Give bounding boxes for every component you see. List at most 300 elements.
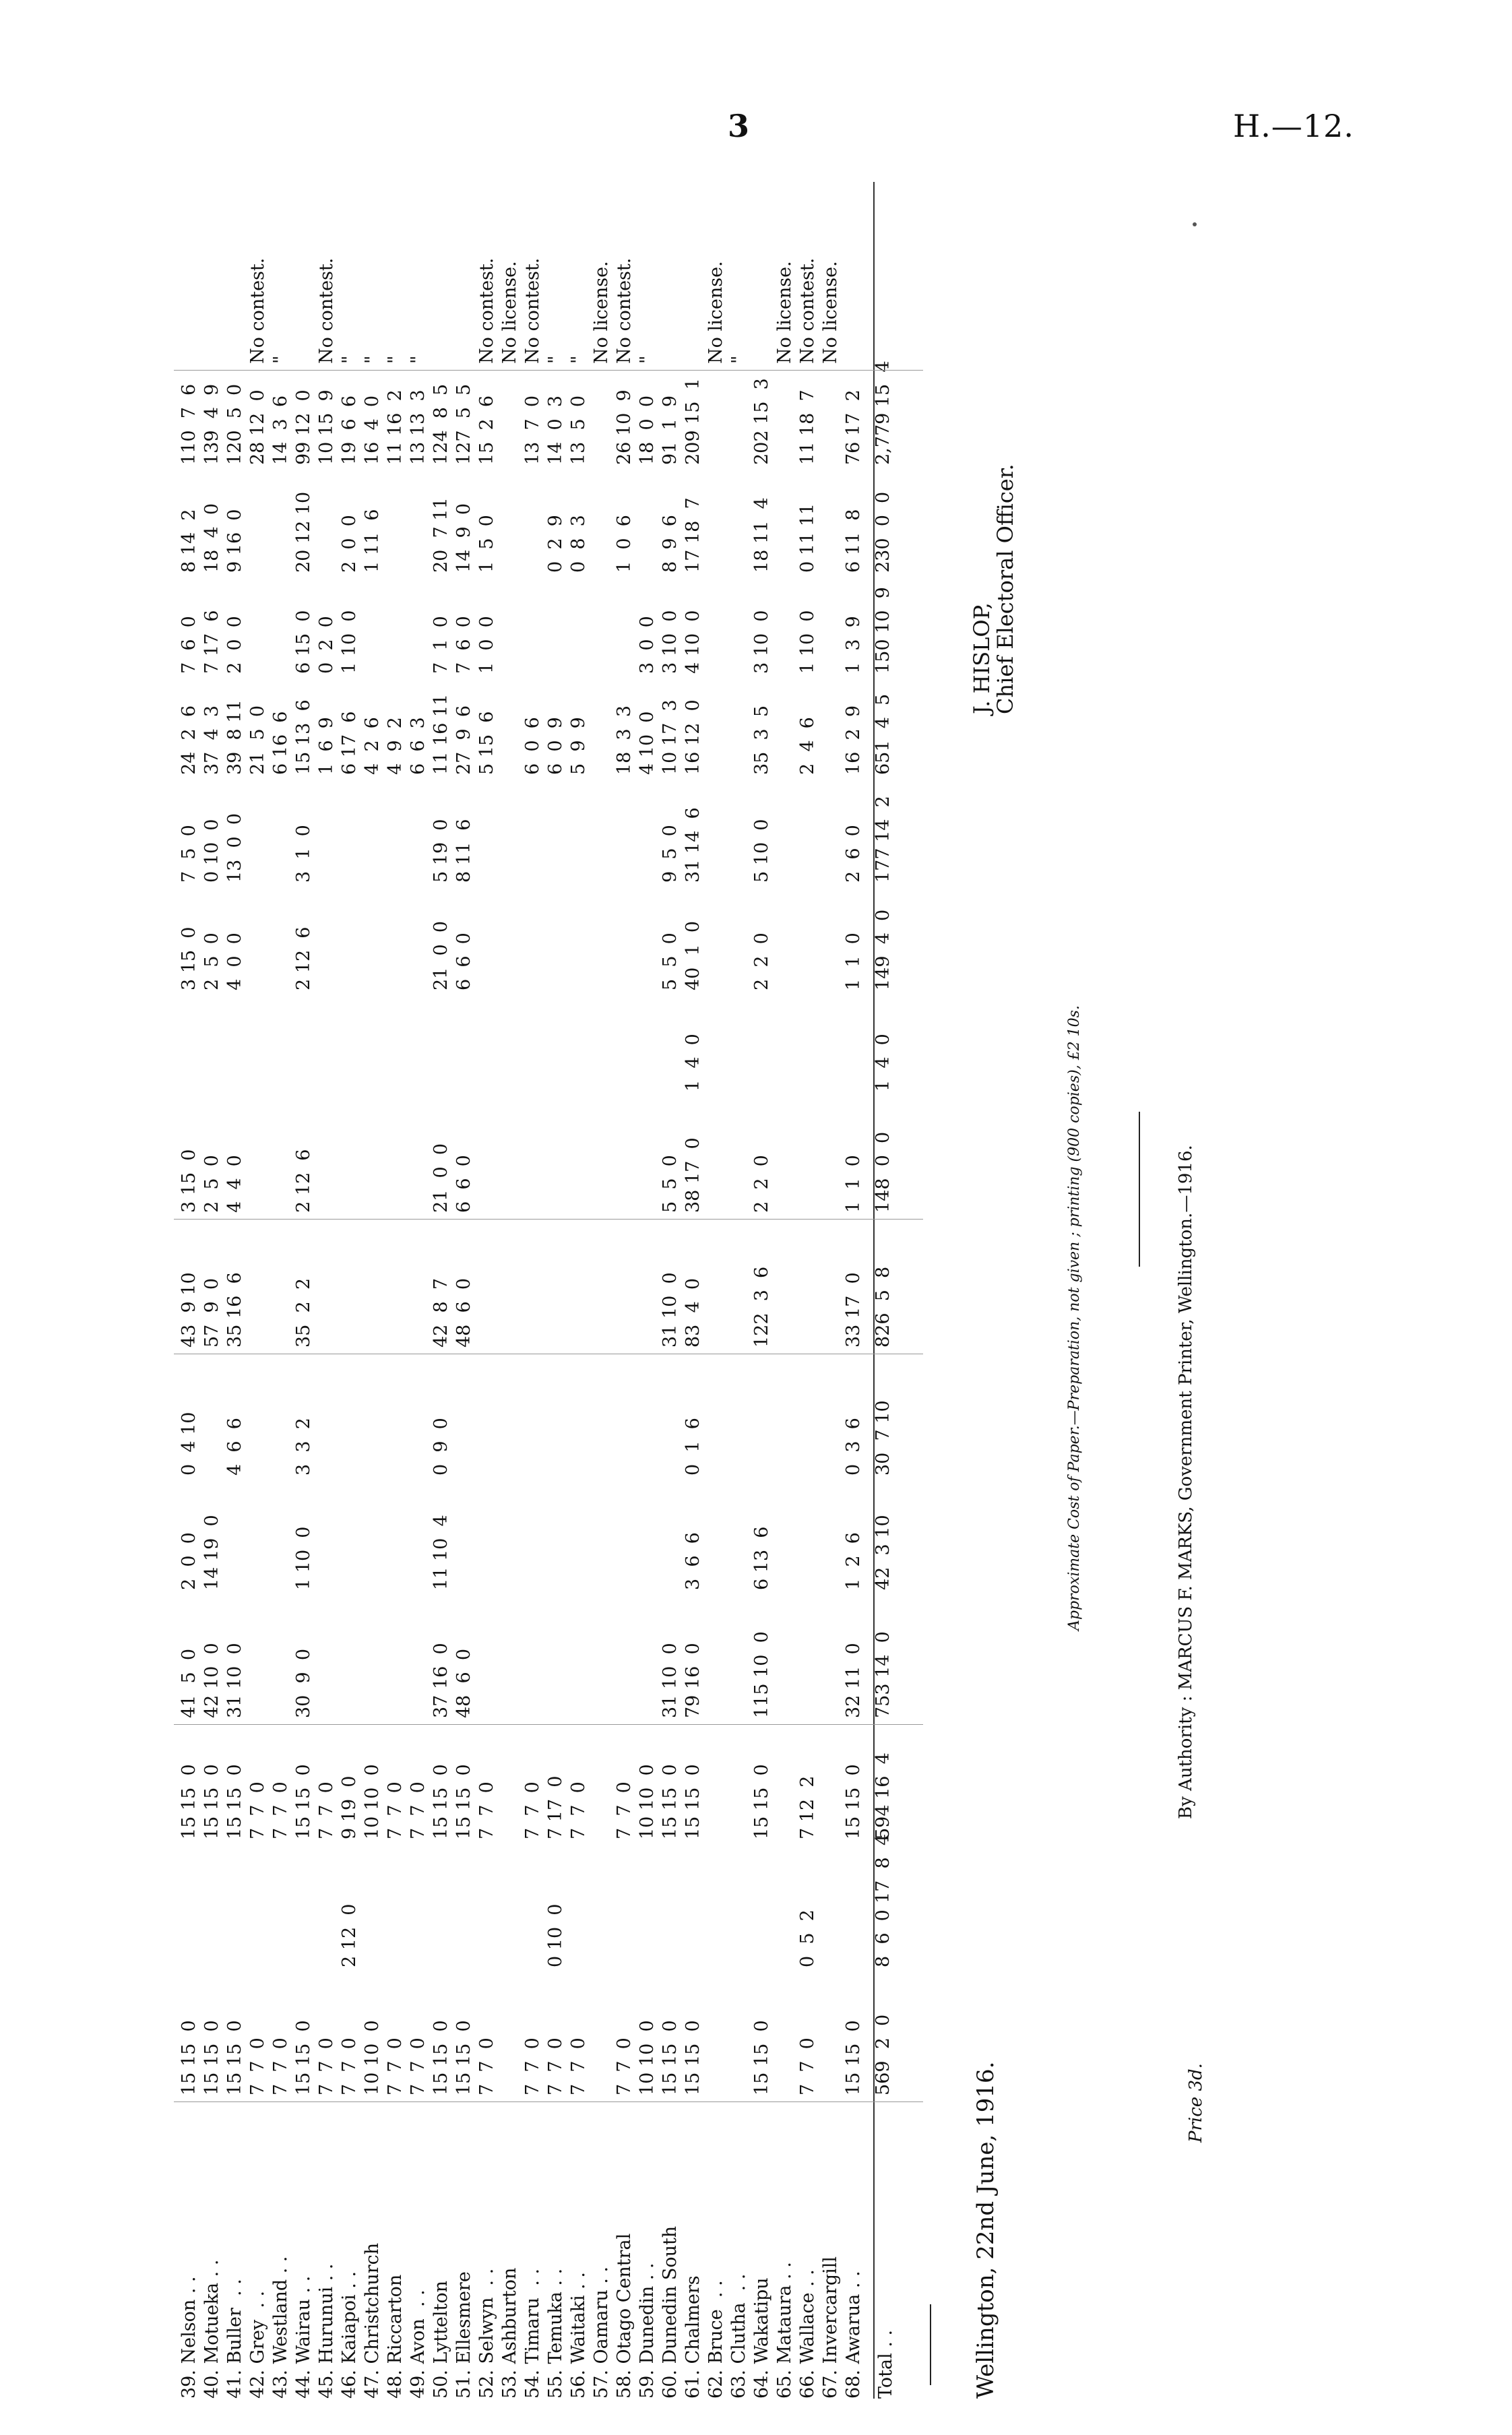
row-remark: No contest. bbox=[522, 257, 543, 364]
row-remark: No license. bbox=[820, 261, 841, 364]
table-cell: 7 7 0 bbox=[316, 1781, 337, 1839]
table-cell: 115 10 0 bbox=[751, 1631, 772, 1718]
table-cell: 1 1 0 bbox=[843, 1155, 864, 1213]
table-cell: 7 7 0 bbox=[270, 1781, 291, 1839]
total-cell-extra: 17 8 4 bbox=[873, 1833, 893, 1903]
table-cell: 3 10 0 bbox=[660, 610, 681, 674]
table-cell: 1 3 9 bbox=[843, 616, 864, 674]
row-remark: " bbox=[385, 355, 406, 364]
total-cell: 42 3 10 bbox=[873, 1515, 893, 1590]
table-cell: 15 15 0 bbox=[660, 1764, 681, 1839]
table-cell: 15 15 0 bbox=[293, 1764, 314, 1839]
table-cell: 15 15 0 bbox=[431, 2020, 451, 2095]
table-cell: 4 10 0 bbox=[683, 610, 703, 674]
table-cell: 6 6 3 bbox=[408, 717, 429, 775]
table-cell: 6 16 6 bbox=[270, 711, 291, 775]
total-label: Total . . bbox=[875, 2329, 896, 2399]
table-cell: 9 5 0 bbox=[660, 825, 681, 883]
table-cell: 1 10 0 bbox=[797, 610, 818, 674]
table-cell: 11 16 11 bbox=[431, 693, 451, 775]
table-row bbox=[593, 182, 610, 2399]
table-cell: 4 6 6 bbox=[224, 1418, 245, 1476]
printer-authority: By Authority : MARCUS F. MARKS, Government Printer, Wellington.—1916. bbox=[1176, 1145, 1196, 1819]
table-cell: 5 15 6 bbox=[476, 711, 497, 775]
table-cell: 2 5 0 bbox=[201, 932, 222, 990]
table-cell: 24 2 6 bbox=[179, 705, 199, 775]
table-cell: 83 4 0 bbox=[683, 1277, 703, 1348]
table-cell: 6 6 0 bbox=[453, 932, 474, 990]
table-cell: 3 15 0 bbox=[179, 926, 199, 990]
table-cell: 15 15 0 bbox=[683, 1764, 703, 1839]
table-cell: 110 7 6 bbox=[179, 383, 199, 465]
table-row bbox=[295, 182, 313, 2399]
table-cell: 11 18 7 bbox=[797, 389, 818, 465]
table-cell: 9 16 0 bbox=[224, 509, 245, 573]
table-cell: 20 12 10 bbox=[293, 491, 314, 573]
table-cell: 48 6 0 bbox=[453, 1648, 474, 1718]
table-cell: 0 9 0 bbox=[431, 1418, 451, 1476]
table-cell: 10 10 0 bbox=[637, 2020, 658, 2095]
row-name: 55. Temuka . . bbox=[545, 2268, 566, 2399]
table-cell: 48 6 0 bbox=[453, 1277, 474, 1348]
table-cell: 7 7 0 bbox=[247, 2037, 268, 2095]
table-row bbox=[318, 182, 336, 2399]
row-name: 63. Clutha . . bbox=[728, 2273, 749, 2399]
table-cell: 0 5 2 bbox=[797, 1909, 818, 1967]
table-cell: 15 15 0 bbox=[224, 1764, 245, 1839]
table-cell: 7 7 0 bbox=[614, 1781, 635, 1839]
price-note: Price 3d. bbox=[1186, 2063, 1206, 2143]
table-cell: 15 15 0 bbox=[179, 2020, 199, 2095]
table-cell: 6 0 9 bbox=[545, 717, 566, 775]
table-cell: 79 16 0 bbox=[683, 1643, 703, 1718]
table-cell: 15 15 0 bbox=[751, 1764, 772, 1839]
table-cell: 4 4 0 bbox=[224, 1155, 245, 1213]
row-name: 61. Chalmers bbox=[683, 2275, 703, 2399]
row-remark: No contest. bbox=[247, 257, 268, 364]
table-cell: 9 19 0 bbox=[339, 1775, 360, 1839]
table-cell: 7 7 0 bbox=[270, 2037, 291, 2095]
row-name: 64. Wakatipu bbox=[751, 2277, 772, 2399]
table-cell: 0 2 0 bbox=[316, 616, 337, 674]
table-cell: 15 13 6 bbox=[293, 699, 314, 775]
table-row bbox=[226, 182, 244, 2399]
table-cell: 16 12 0 bbox=[683, 699, 703, 775]
row-remark: No license. bbox=[591, 261, 612, 364]
table-cell: 14 9 0 bbox=[453, 503, 474, 573]
table-cell: 2 0 0 bbox=[224, 616, 245, 674]
table-cell: 0 3 6 bbox=[843, 1418, 864, 1476]
rotated-table-area bbox=[174, 182, 1018, 2399]
table-cell: 5 10 0 bbox=[751, 819, 772, 883]
table-cell: 5 5 0 bbox=[660, 1155, 681, 1213]
table-cell: 6 6 0 bbox=[453, 1155, 474, 1213]
table-cell: 42 8 7 bbox=[431, 1277, 451, 1348]
table-cell: 2 2 0 bbox=[751, 1155, 772, 1213]
table-cell: 5 9 9 bbox=[568, 717, 589, 775]
table-row bbox=[730, 182, 748, 2399]
table-cell: 31 10 0 bbox=[660, 1643, 681, 1718]
table-cell: 1 11 6 bbox=[362, 509, 383, 573]
table-cell: 37 4 3 bbox=[201, 705, 222, 775]
total-cell: 1 4 0 bbox=[873, 1034, 893, 1092]
total-cell: 148 0 0 bbox=[873, 1131, 893, 1213]
column-rule bbox=[174, 2101, 923, 2102]
total-cell: 753 14 0 bbox=[873, 1631, 893, 1718]
document-reference: H.—12. bbox=[1233, 108, 1354, 144]
table-cell: 5 5 0 bbox=[660, 932, 681, 990]
table-cell: 35 2 2 bbox=[293, 1277, 314, 1348]
table-row bbox=[570, 182, 588, 2399]
table-cell: 2 6 0 bbox=[843, 825, 864, 883]
row-name: 50. Lyttelton bbox=[431, 2280, 451, 2399]
total-cell: 594 16 4 bbox=[873, 1752, 893, 1839]
table-cell: 127 5 5 bbox=[453, 383, 474, 465]
table-row bbox=[203, 182, 221, 2399]
row-name: 57. Oamaru . . bbox=[591, 2266, 612, 2399]
table-cell: 91 1 9 bbox=[660, 395, 681, 465]
table-cell: 15 15 0 bbox=[453, 1764, 474, 1839]
table-cell: 6 17 6 bbox=[339, 711, 360, 775]
table-cell: 0 11 11 bbox=[797, 503, 818, 573]
row-name: 62. Bruce . . bbox=[705, 2280, 726, 2399]
table-cell: 120 5 0 bbox=[224, 383, 245, 465]
signature-title: Chief Electoral Officer. bbox=[993, 464, 1018, 714]
table-cell: 19 6 6 bbox=[339, 395, 360, 465]
table-row bbox=[799, 182, 817, 2399]
table-cell: 15 15 0 bbox=[751, 2020, 772, 2095]
row-remark: No contest. bbox=[316, 257, 337, 364]
table-row bbox=[707, 182, 725, 2399]
row-name: 48. Riccarton bbox=[385, 2274, 406, 2399]
table-cell: 7 7 0 bbox=[385, 1781, 406, 1839]
table-cell: 32 11 0 bbox=[843, 1643, 864, 1718]
table-cell: 11 10 4 bbox=[431, 1515, 451, 1590]
table-cell: 2 0 0 bbox=[179, 1532, 199, 1590]
total-cell: 149 4 0 bbox=[873, 909, 893, 990]
row-name: 59. Dunedin . . bbox=[637, 2263, 658, 2399]
table-cell: 3 10 0 bbox=[751, 610, 772, 674]
table-cell: 6 0 6 bbox=[522, 717, 543, 775]
table-cell: 2 0 0 bbox=[339, 515, 360, 573]
table-cell: 7 7 0 bbox=[476, 1781, 497, 1839]
table-cell: 2 5 0 bbox=[201, 1155, 222, 1213]
table-cell: 16 4 0 bbox=[362, 395, 383, 465]
table-cell: 4 0 0 bbox=[224, 932, 245, 990]
table-cell: 57 9 0 bbox=[201, 1277, 222, 1348]
row-remark: No license. bbox=[499, 261, 520, 364]
row-name: 66. Wallace . . bbox=[797, 2269, 818, 2399]
table-cell: 30 9 0 bbox=[293, 1648, 314, 1718]
table-cell: 7 5 0 bbox=[179, 825, 199, 883]
table-cell: 139 4 9 bbox=[201, 383, 222, 465]
row-remark: " bbox=[545, 355, 566, 364]
table-cell: 15 15 0 bbox=[660, 2020, 681, 2095]
table-cell: 7 7 0 bbox=[408, 2037, 429, 2095]
table-cell: 15 15 0 bbox=[683, 2020, 703, 2095]
table-cell: 15 15 0 bbox=[201, 2020, 222, 2095]
table-cell: 15 15 0 bbox=[179, 1764, 199, 1839]
row-name: 52. Selwyn . . bbox=[476, 2268, 497, 2399]
table-cell: 2 12 6 bbox=[293, 926, 314, 990]
table-cell: 0 10 0 bbox=[545, 1903, 566, 1967]
table-cell: 7 7 0 bbox=[522, 1781, 543, 1839]
table-row bbox=[501, 182, 519, 2399]
table-cell: 1 10 0 bbox=[339, 610, 360, 674]
table-cell: 13 7 0 bbox=[522, 395, 543, 465]
table-cell: 14 3 6 bbox=[270, 395, 291, 465]
table-cell: 3 6 6 bbox=[683, 1532, 703, 1590]
table-cell: 0 4 10 bbox=[179, 1412, 199, 1476]
total-cell: 150 10 9 bbox=[873, 587, 893, 674]
row-name: 46. Kaiapoi . . bbox=[339, 2271, 360, 2399]
table-cell: 7 12 2 bbox=[797, 1775, 818, 1839]
table-cell: 18 11 4 bbox=[751, 497, 772, 573]
table-cell: 43 9 10 bbox=[179, 1272, 199, 1348]
table-cell: 3 1 0 bbox=[293, 825, 314, 883]
table-cell: 8 11 6 bbox=[453, 819, 474, 883]
table-cell: 1 5 0 bbox=[476, 515, 497, 573]
table-cell: 4 2 6 bbox=[362, 717, 383, 775]
table-cell: 40 1 0 bbox=[683, 920, 703, 990]
table-row bbox=[272, 182, 290, 2399]
table-row bbox=[822, 182, 840, 2399]
table-cell: 35 16 6 bbox=[224, 1272, 245, 1348]
row-name: 47. Christchurch bbox=[362, 2242, 383, 2399]
cost-note: Approximate Cost of Paper.—Preparation, not given ; printing (900 copies), £2 10s. bbox=[1066, 1005, 1083, 1631]
table-cell: 7 7 0 bbox=[408, 1781, 429, 1839]
table-cell: 15 15 0 bbox=[224, 2020, 245, 2095]
table-cell: 14 0 3 bbox=[545, 395, 566, 465]
table-cell: 0 2 9 bbox=[545, 515, 566, 573]
table-cell: 10 15 9 bbox=[316, 389, 337, 465]
table-row bbox=[478, 182, 496, 2399]
total-cell: 30 7 10 bbox=[873, 1400, 893, 1476]
row-name: 41. Buller . . bbox=[224, 2279, 245, 2399]
table-cell: 7 7 0 bbox=[545, 2037, 566, 2095]
table-cell: 14 19 0 bbox=[201, 1515, 222, 1590]
table-cell: 28 12 0 bbox=[247, 389, 268, 465]
row-remark: " bbox=[339, 355, 360, 364]
table-cell: 7 6 0 bbox=[179, 616, 199, 674]
table-row bbox=[249, 182, 267, 2399]
table-cell: 4 9 2 bbox=[385, 717, 406, 775]
table-row bbox=[845, 182, 862, 2399]
table-cell: 3 3 2 bbox=[293, 1418, 314, 1476]
total-cell: 2,779 15 4 bbox=[873, 360, 893, 465]
table-cell: 1 1 0 bbox=[843, 932, 864, 990]
table-cell: 2 12 0 bbox=[339, 1903, 360, 1967]
row-name: 56. Waitaki . . bbox=[568, 2272, 589, 2399]
table-cell: 2 12 6 bbox=[293, 1149, 314, 1213]
table-cell: 124 8 5 bbox=[431, 383, 451, 465]
table-cell: 10 10 0 bbox=[362, 1764, 383, 1839]
table-row bbox=[753, 182, 771, 2399]
table-cell: 7 7 0 bbox=[476, 2037, 497, 2095]
row-remark: No license. bbox=[774, 261, 795, 364]
table-row bbox=[181, 182, 198, 2399]
table-cell: 18 3 3 bbox=[614, 705, 635, 775]
table-cell: 7 7 0 bbox=[797, 2037, 818, 2095]
table-cell: 37 16 0 bbox=[431, 1643, 451, 1718]
row-name: 49. Avon . . bbox=[408, 2289, 429, 2399]
total-cell: 230 0 0 bbox=[873, 491, 893, 573]
table-cell: 15 15 0 bbox=[843, 1764, 864, 1839]
row-remark: " bbox=[637, 355, 658, 364]
table-row bbox=[662, 182, 679, 2399]
table-cell: 7 7 0 bbox=[614, 2037, 635, 2095]
table-cell: 7 17 0 bbox=[545, 1775, 566, 1839]
table-cell: 4 10 0 bbox=[637, 711, 658, 775]
row-name: 51. Ellesmere bbox=[453, 2271, 474, 2399]
page-number: 3 bbox=[728, 108, 750, 144]
table-cell: 42 10 0 bbox=[201, 1643, 222, 1718]
table-cell: 15 2 6 bbox=[476, 395, 497, 465]
row-name: 39. Nelson . . bbox=[179, 2276, 199, 2399]
table-cell: 39 8 11 bbox=[224, 699, 245, 775]
table-row bbox=[455, 182, 473, 2399]
table-cell: 20 7 11 bbox=[431, 497, 451, 573]
table-cell: 18 4 0 bbox=[201, 503, 222, 573]
row-name: 45. Hurunui . . bbox=[316, 2263, 337, 2399]
table-cell: 13 0 0 bbox=[224, 813, 245, 883]
column-rule bbox=[174, 370, 923, 371]
table-cell: 15 15 0 bbox=[453, 2020, 474, 2095]
divider-rule bbox=[1139, 1112, 1140, 1267]
total-cell: 177 14 2 bbox=[873, 796, 893, 883]
table-row bbox=[433, 182, 450, 2399]
row-name: 43. Westland . . bbox=[270, 2256, 291, 2399]
row-remark: " bbox=[728, 355, 749, 364]
column-rule bbox=[174, 1724, 923, 1725]
table-cell: 7 7 0 bbox=[568, 2037, 589, 2095]
table-cell: 15 15 0 bbox=[293, 2020, 314, 2095]
table-cell: 15 15 0 bbox=[201, 1764, 222, 1839]
table-cell: 1 6 9 bbox=[316, 717, 337, 775]
table-cell: 18 0 0 bbox=[637, 395, 658, 465]
row-remark: " bbox=[270, 355, 291, 364]
table-cell: 21 0 0 bbox=[431, 1143, 451, 1213]
table-cell: 11 16 2 bbox=[385, 389, 406, 465]
row-name: 42. Grey . . bbox=[247, 2290, 268, 2399]
table-cell: 10 10 0 bbox=[637, 1764, 658, 1839]
dateline: Wellington, 22nd June, 1916. bbox=[972, 2061, 999, 2399]
table-cell: 2 2 0 bbox=[751, 932, 772, 990]
row-remark: No license. bbox=[705, 261, 726, 364]
total-row bbox=[873, 182, 895, 2399]
row-name: 60. Dunedin South bbox=[660, 2225, 681, 2399]
table-cell: 8 9 6 bbox=[660, 515, 681, 573]
table-cell: 0 10 0 bbox=[201, 819, 222, 883]
table-cell: 202 15 3 bbox=[751, 378, 772, 465]
table-cell: 31 14 6 bbox=[683, 807, 703, 883]
row-name: 67. Invercargill bbox=[820, 2256, 841, 2399]
table-cell: 122 3 6 bbox=[751, 1266, 772, 1348]
row-name: 53. Ashburton bbox=[499, 2267, 520, 2399]
table-cell: 7 1 0 bbox=[431, 616, 451, 674]
table-row bbox=[387, 182, 404, 2399]
row-remark: No contest. bbox=[797, 257, 818, 364]
table-cell: 99 12 0 bbox=[293, 389, 314, 465]
table-row bbox=[776, 182, 794, 2399]
table-cell: 8 14 2 bbox=[179, 509, 199, 573]
table-cell: 2 4 6 bbox=[797, 717, 818, 775]
total-cell: 8 6 0 bbox=[873, 1909, 893, 1967]
row-remark: No contest. bbox=[476, 257, 497, 364]
row-name: 68. Awarua . . bbox=[843, 2271, 864, 2399]
table-cell: 10 17 3 bbox=[660, 699, 681, 775]
table-cell: 31 10 0 bbox=[224, 1643, 245, 1718]
table-row bbox=[524, 182, 542, 2399]
table-cell: 6 15 0 bbox=[293, 610, 314, 674]
table-cell: 7 7 0 bbox=[316, 2037, 337, 2095]
table-cell: 7 6 0 bbox=[453, 616, 474, 674]
divider-rule bbox=[930, 2304, 931, 2385]
table-cell: 3 0 0 bbox=[637, 616, 658, 674]
total-cell: 569 2 0 bbox=[873, 2014, 893, 2095]
table-cell: 21 5 0 bbox=[247, 705, 268, 775]
column-rule bbox=[174, 1219, 923, 1220]
row-name: 44. Wairau . . bbox=[293, 2275, 314, 2399]
row-remark: " bbox=[568, 355, 589, 364]
table-cell: 0 1 6 bbox=[683, 1418, 703, 1476]
table-row bbox=[639, 182, 656, 2399]
table-row bbox=[341, 182, 358, 2399]
table-cell: 7 7 0 bbox=[568, 1781, 589, 1839]
row-name: 40. Motueka . . bbox=[201, 2259, 222, 2399]
table-cell: 10 10 0 bbox=[362, 2020, 383, 2095]
table-cell: 1 0 6 bbox=[614, 515, 635, 573]
row-name: 54. Timaru . . bbox=[522, 2268, 543, 2399]
row-remark: No contest. bbox=[614, 257, 635, 364]
table-cell: 15 15 0 bbox=[843, 2020, 864, 2095]
total-cell: 651 4 5 bbox=[873, 693, 893, 775]
table-cell: 16 2 9 bbox=[843, 705, 864, 775]
table-cell: 7 7 0 bbox=[247, 1781, 268, 1839]
table-cell: 6 13 6 bbox=[751, 1526, 772, 1590]
table-row bbox=[364, 182, 381, 2399]
table-cell: 13 5 0 bbox=[568, 395, 589, 465]
table-cell: 41 5 0 bbox=[179, 1648, 199, 1718]
table-cell: 7 7 0 bbox=[385, 2037, 406, 2095]
row-name: 65. Mataura . . bbox=[774, 2262, 795, 2399]
table-cell: 35 3 5 bbox=[751, 705, 772, 775]
table-cell: 26 10 9 bbox=[614, 389, 635, 465]
signature-name: J. HISLOP, bbox=[969, 602, 995, 714]
table-row bbox=[616, 182, 633, 2399]
table-cell: 1 10 0 bbox=[293, 1526, 314, 1590]
table-cell: 13 13 3 bbox=[408, 389, 429, 465]
table-row bbox=[685, 182, 702, 2399]
row-remark: " bbox=[362, 355, 383, 364]
table-cell: 33 17 0 bbox=[843, 1272, 864, 1348]
table-cell: 76 17 2 bbox=[843, 389, 864, 465]
table-cell: 21 0 0 bbox=[431, 920, 451, 990]
table-cell: 3 15 0 bbox=[179, 1149, 199, 1213]
table-cell: 1 4 0 bbox=[683, 1034, 703, 1092]
row-name: 58. Otago Central bbox=[614, 2233, 635, 2399]
table-cell: 38 17 0 bbox=[683, 1137, 703, 1213]
table-cell: 7 7 0 bbox=[522, 2037, 543, 2095]
table-cell: 6 11 8 bbox=[843, 509, 864, 573]
total-cell: 826 5 8 bbox=[873, 1266, 893, 1348]
table-cell: 1 0 0 bbox=[476, 616, 497, 674]
table-cell: 209 15 1 bbox=[683, 378, 703, 465]
print-mark bbox=[1193, 222, 1197, 226]
table-cell: 5 19 0 bbox=[431, 819, 451, 883]
table-row bbox=[547, 182, 565, 2399]
table-cell: 7 7 0 bbox=[339, 2037, 360, 2095]
